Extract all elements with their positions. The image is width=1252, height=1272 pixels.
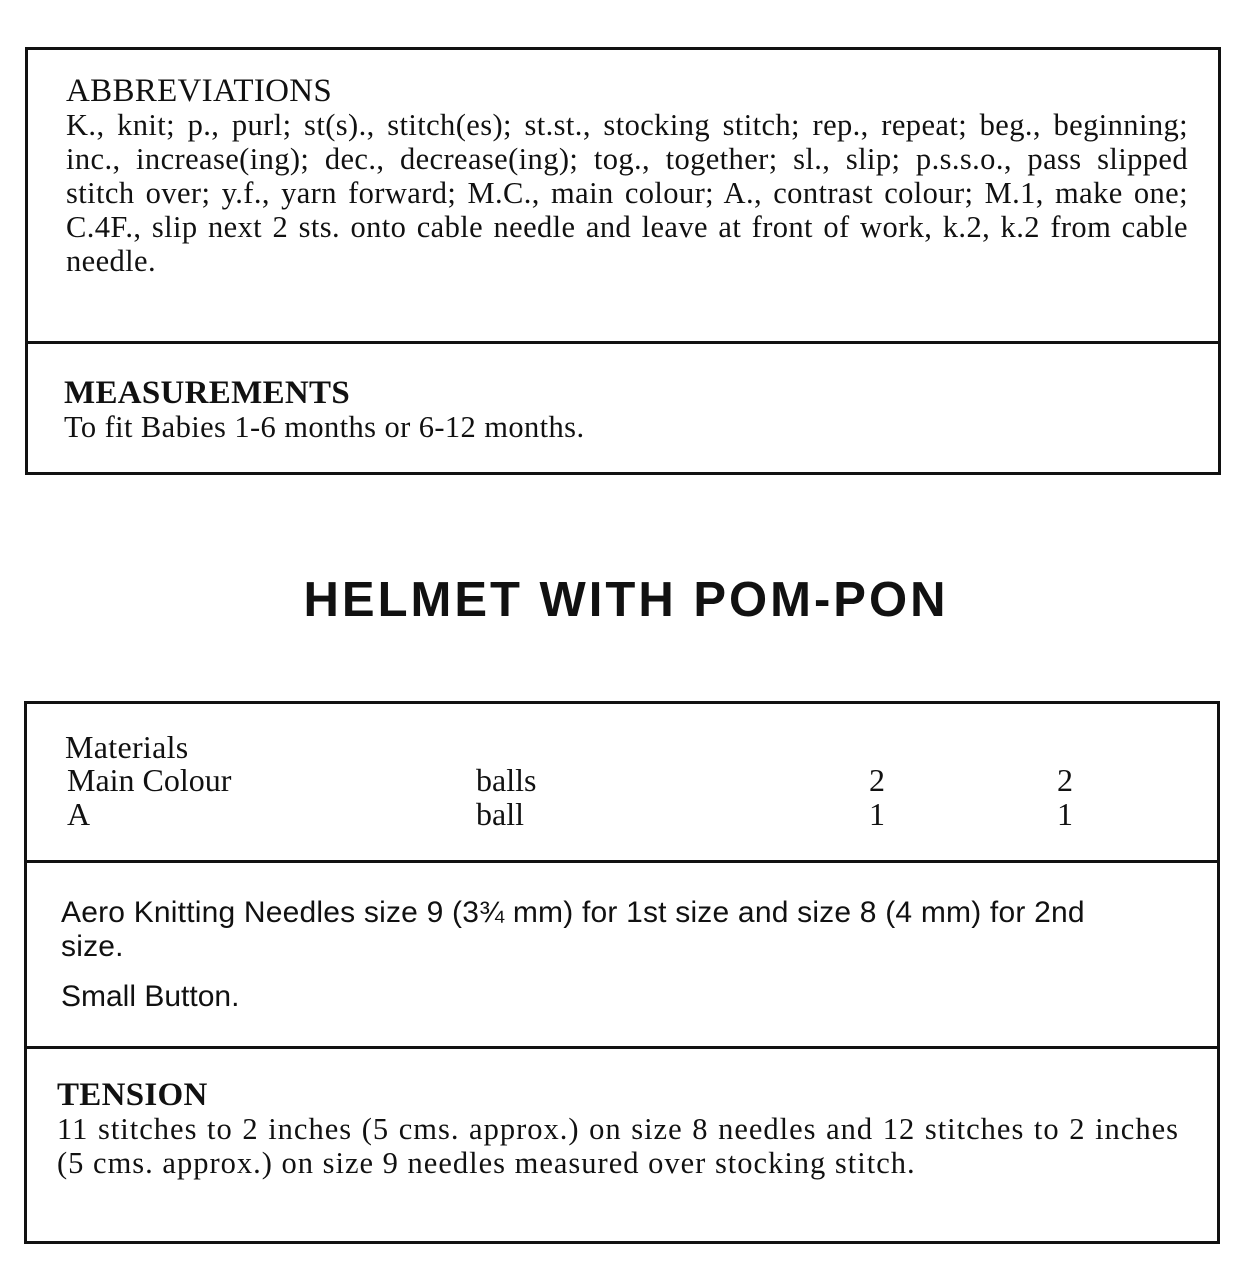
needles-text: Aero Knitting Needles size 9 (3¾ mm) for 1st size and size 8 (4 mm) for 2nd size.: [61, 896, 1085, 963]
material-size2: 2: [1057, 762, 1073, 798]
material-unit: balls: [476, 762, 537, 798]
material-unit: ball: [476, 796, 524, 832]
materials-row: [27, 763, 1217, 797]
section-divider: [28, 341, 1218, 344]
tension-section: [27, 1078, 1217, 1180]
page-title: HELMET WITH POM-PON: [303, 573, 949, 627]
abbreviations-measurements-box: [25, 47, 1221, 475]
materials-heading: Materials: [65, 729, 189, 765]
material-item: A: [67, 796, 91, 832]
abbreviations-section: [28, 74, 1218, 278]
tension-text: 11 stitches to 2 inches (5 cms. approx.) on size 8 needles and 12 stitches to 2 inches (5 cms. approx.) on size 9 needles measured over stocking stitch.: [57, 1112, 1179, 1180]
abbreviations-heading: ABBREVIATIONS: [66, 73, 333, 109]
material-size2: 1: [1057, 796, 1073, 832]
section-divider: [27, 1046, 1217, 1049]
material-item: Main Colour: [67, 762, 232, 798]
measurements-heading: MEASUREMENTS: [64, 375, 350, 411]
measurements-text: To fit Babies 1-6 months or 6-12 months.: [64, 410, 585, 444]
button-text: Small Button.: [61, 980, 240, 1013]
materials-row: [27, 797, 1217, 831]
tension-heading: TENSION: [57, 1077, 208, 1113]
materials-section: [27, 730, 1217, 850]
needles-section: [27, 896, 1217, 1014]
measurements-section: [28, 376, 1218, 444]
materials-box: [24, 701, 1220, 1244]
abbreviations-text: K., knit; p., purl; st(s)., stitch(es); st.st., stocking stitch; rep., repeat; beg., beginning; inc., increase(ing); dec., decrease(ing); tog., together; sl., slip; p.s.s.o., pass slipped stitch over; y.f., yarn forward; M.C., main colour; A., contrast colour; M.1, make one; C.4F., slip next 2 sts. onto cable needle and leave at front of work, k.2, k.2 from cable needle.: [66, 108, 1188, 278]
material-size1: 1: [869, 796, 885, 832]
section-divider: [27, 860, 1217, 863]
material-size1: 2: [869, 762, 885, 798]
